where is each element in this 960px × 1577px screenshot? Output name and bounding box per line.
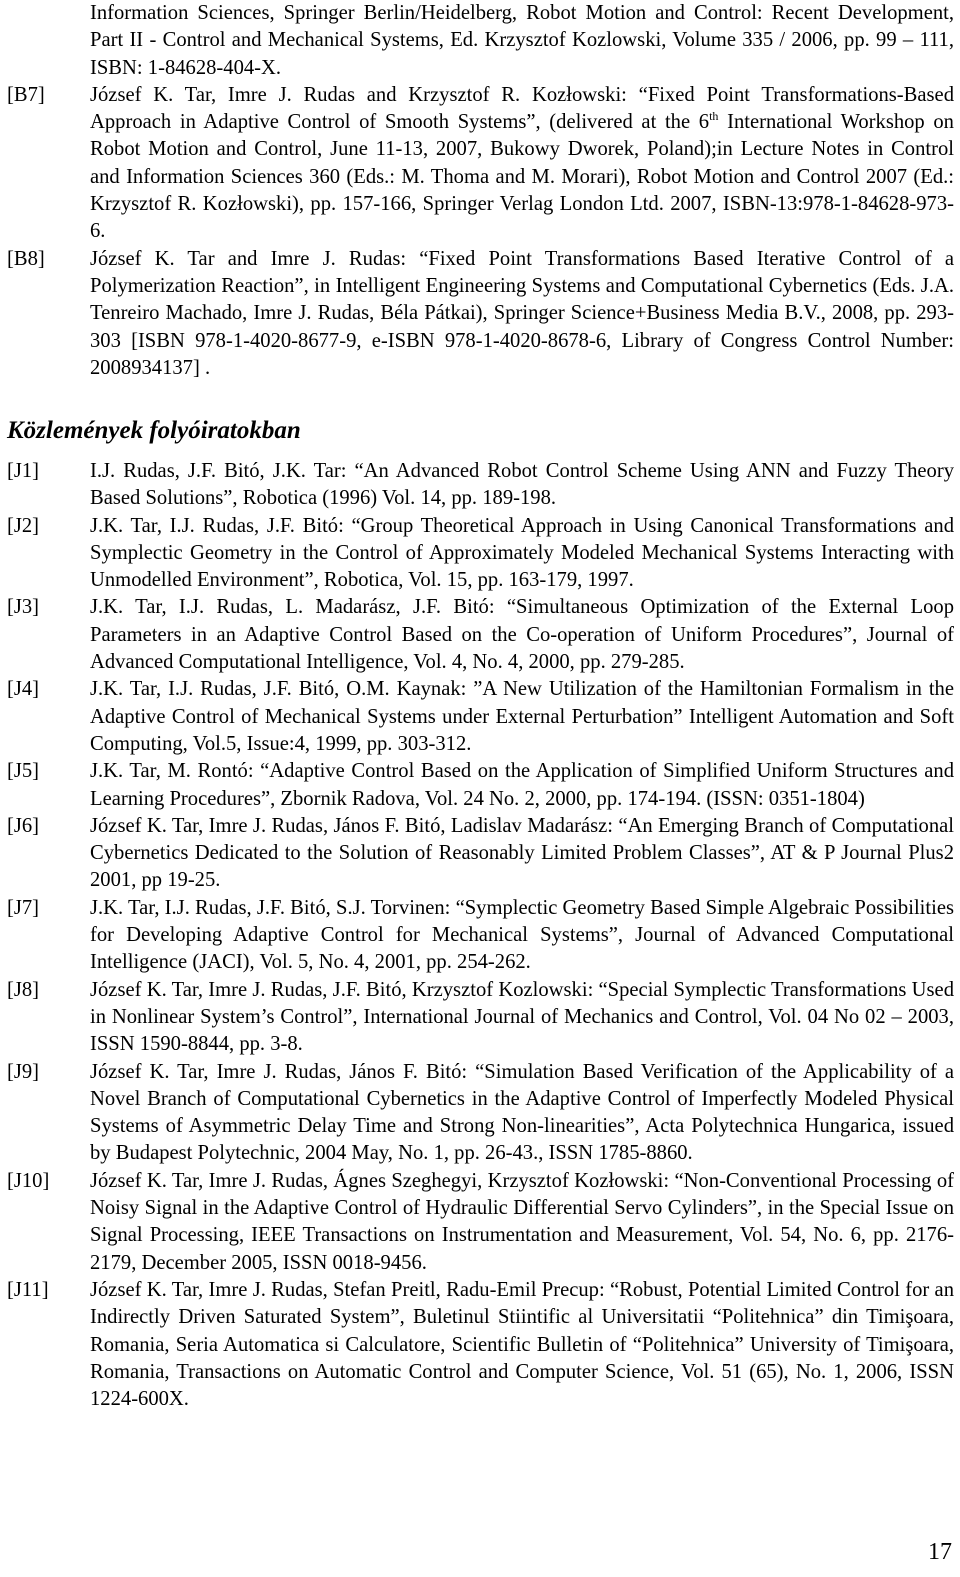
reference-text: József K. Tar, Imre J. Rudas, J.F. Bitó, Krzysztof Kozlowski: “Special Symplectic Transformations Used in Nonlinear System’s Control”, International Journal of Mechanics and Control, Vol. 04 No 02 – 2003, ISSN 1590-8844, pp. 3-8. [90,978,954,1056]
reference-item-j10 [7,1168,954,1277]
reference-tag: [J1] [7,460,40,482]
reference-text: József K. Tar, Imre J. Rudas, Stefan Preitl, Radu-Emil Precup: “Robust, Potential Limited Control for an Indirectly Driven Saturated System”, Buletinul Stiintific al Universitatii “Politehnica” din Timişoara, Romania, Seria Automatica si Calculatore, Scientific Bulletin of “Politehnica” University of Timişoara, Romania, Transactions on Automatic Control and Computer Science, Vol. 51 (65), No. 1, 2006, ISSN 1224-600X. [90,1278,954,1411]
reference-item-b8 [7,246,954,382]
reference-text: J.K. Tar, I.J. Rudas, J.F. Bitó: “Group Theoretical Approach in Using Canonical Transformations and Symplectic Geometry in the Control of Approximately Modeled Mechanical Systems Interacting with Unmodelled Environment”, Robotica, Vol. 15, pp. 163-179, 1997. [90,514,954,592]
reference-item-j8 [7,977,954,1059]
reference-text: József K. Tar, Imre J. Rudas, János F. Bitó: “Simulation Based Verification of the Applicability of a Novel Branch of Computational Cybernetics in the Adaptive Control of Imperfectly Modeled Physical Systems of Asymmetric Delay Time and Strong Non-linearities”, Acta Polytechnica Hungarica, issued by Budapest Polytechnic, 2004 May, No. 1, pp. 26-43., ISSN 1785-8860. [90,1060,954,1165]
reference-continuation [7,0,954,82]
reference-tag: [J3] [7,596,40,619]
ordinal-superscript: th [709,109,719,124]
reference-tag: [J8] [7,978,40,1001]
reference-text: J.K. Tar, M. Rontó: “Adaptive Control Based on the Application of Simplified Uniform Structures and Learning Procedures”, Zbornik Radova, Vol. 24 No. 2, 2000, pp. 174-194. (ISSN: 0351-1804) [90,760,954,810]
journal-reference-list [7,458,954,1413]
reference-text: József K. Tar, Imre J. Rudas, János F. Bitó, Ladislav Madarász: “An Emerging Branch of Computational Cybernetics Dedicated to the Solution of Reasonably Limited Problem Classes”, AT & P Journal Plus2 2001, pp 19-25. [90,814,954,892]
reference-item-j11 [7,1277,954,1413]
reference-tag: [J6] [7,814,40,837]
reference-tag: [J2] [7,514,40,537]
reference-item-j6 [7,813,954,895]
book-chapter-reference-list [7,0,954,382]
reference-text: J.K. Tar, I.J. Rudas, L. Madarász, J.F. Bitó: “Simultaneous Optimization of the External Loop Parameters in an Adaptive Control Based on the Co-operation of Uniform Procedures”, Journal of Advanced Computational Intelligence, Vol. 4, No. 4, 2000, pp. 279-285. [90,596,954,674]
reference-item-j4 [7,676,954,758]
reference-tag: [J11] [7,1278,49,1301]
reference-text: József K. Tar, Imre J. Rudas and Krzysztof R. Kozłowski: “Fixed Point Transformations-Based Approach in Adaptive Control of Smooth Systems”, (delivered at the 6th International Workshop on Robot Motion and Control, June 11-13, 2007, Bukowy Dworek, Poland);in Lecture Notes in Control and Information Sciences 360 (Eds.: M. Thoma and M. Morari), Robot Motion and Control 2007 (Ed.: Krzysztof R. Kozłowski), pp. 157-166, Springer Verlag London Ltd. 2007, ISBN-13:978-1-84628-973-6. [90,83,954,243]
reference-text: I.J. Rudas, J.F. Bitó, J.K. Tar: “An Advanced Robot Control Scheme Using ANN and Fuzzy Theory Based Solutions”, Robotica (1996) Vol. 14, pp. 189-198. [90,460,954,510]
reference-item-j7 [7,895,954,977]
page-number: 17 [928,1539,952,1565]
reference-continuation-text: Information Sciences, Springer Berlin/Heidelberg, Robot Motion and Control: Recent Development, Part II - Control and Mechanical Systems, Ed. Krzysztof Kozlowski, Volume 335 / 2006, pp. 99 – 111, ISBN: 1-84628-404-X. [90,2,954,79]
reference-text: József K. Tar and Imre J. Rudas: “Fixed Point Transformations Based Iterative Control of a Polymerization Reaction”, in Intelligent Engineering Systems and Computational Cybernetics (Eds. J.A. Tenreiro Machado, Imre J. Rudas, Béla Pátkai), Springer Science+Business Media B.V., 2008, pp. 293-303 [ISBN 978-1-4020-8677-9, e-ISBN 978-1-4020-8678-6, Library of Congress Control Number: 2008934137] . [90,247,954,379]
reference-tag: [J4] [7,678,40,701]
reference-tag: [J7] [7,896,40,919]
reference-item-b7 [7,82,954,246]
reference-item-j3 [7,594,954,676]
reference-text: József K. Tar, Imre J. Rudas, Ágnes Szeghegyi, Krzysztof Kozłowski: “Non-Conventional Processing of Noisy Signal in the Adaptive Control of Hydraulic Differential Servo Cylinders”, in the Special Issue on Signal Processing, IEEE Transactions on Instrumentation and Measurement, Vol. 54, No. 6, pp. 2176-2179, December 2005, ISSN 0018-9456. [90,1169,954,1274]
reference-item-j1 [7,458,954,513]
section-heading: Közlemények folyóiratokban [7,417,301,444]
reference-tag: [B8] [7,247,45,270]
reference-text: J.K. Tar, I.J. Rudas, J.F. Bitó, O.M. Kaynak: ”A New Utilization of the Hamiltonian Formalism in the Adaptive Control of Mechanical Systems under External Perturbation” Intelligent Automation and Soft Computing, Vol.5, Issue:4, 1999, pp. 303-312. [90,678,954,755]
reference-tag: [J9] [7,1060,40,1083]
reference-item-j5 [7,758,954,813]
reference-text: J.K. Tar, I.J. Rudas, J.F. Bitó, S.J. Torvinen: “Symplectic Geometry Based Simple Algebraic Possibilities for Developing Adaptive Control for Mechanical Systems”, Journal of Advanced Computational Intelligence (JACI), Vol. 5, No. 4, 2001, pp. 254-262. [90,896,954,974]
reference-tag: [J10] [7,1169,50,1192]
reference-item-j9 [7,1059,954,1168]
reference-tag: [B7] [7,83,45,106]
reference-tag: [J5] [7,760,40,783]
reference-item-j2 [7,513,954,595]
